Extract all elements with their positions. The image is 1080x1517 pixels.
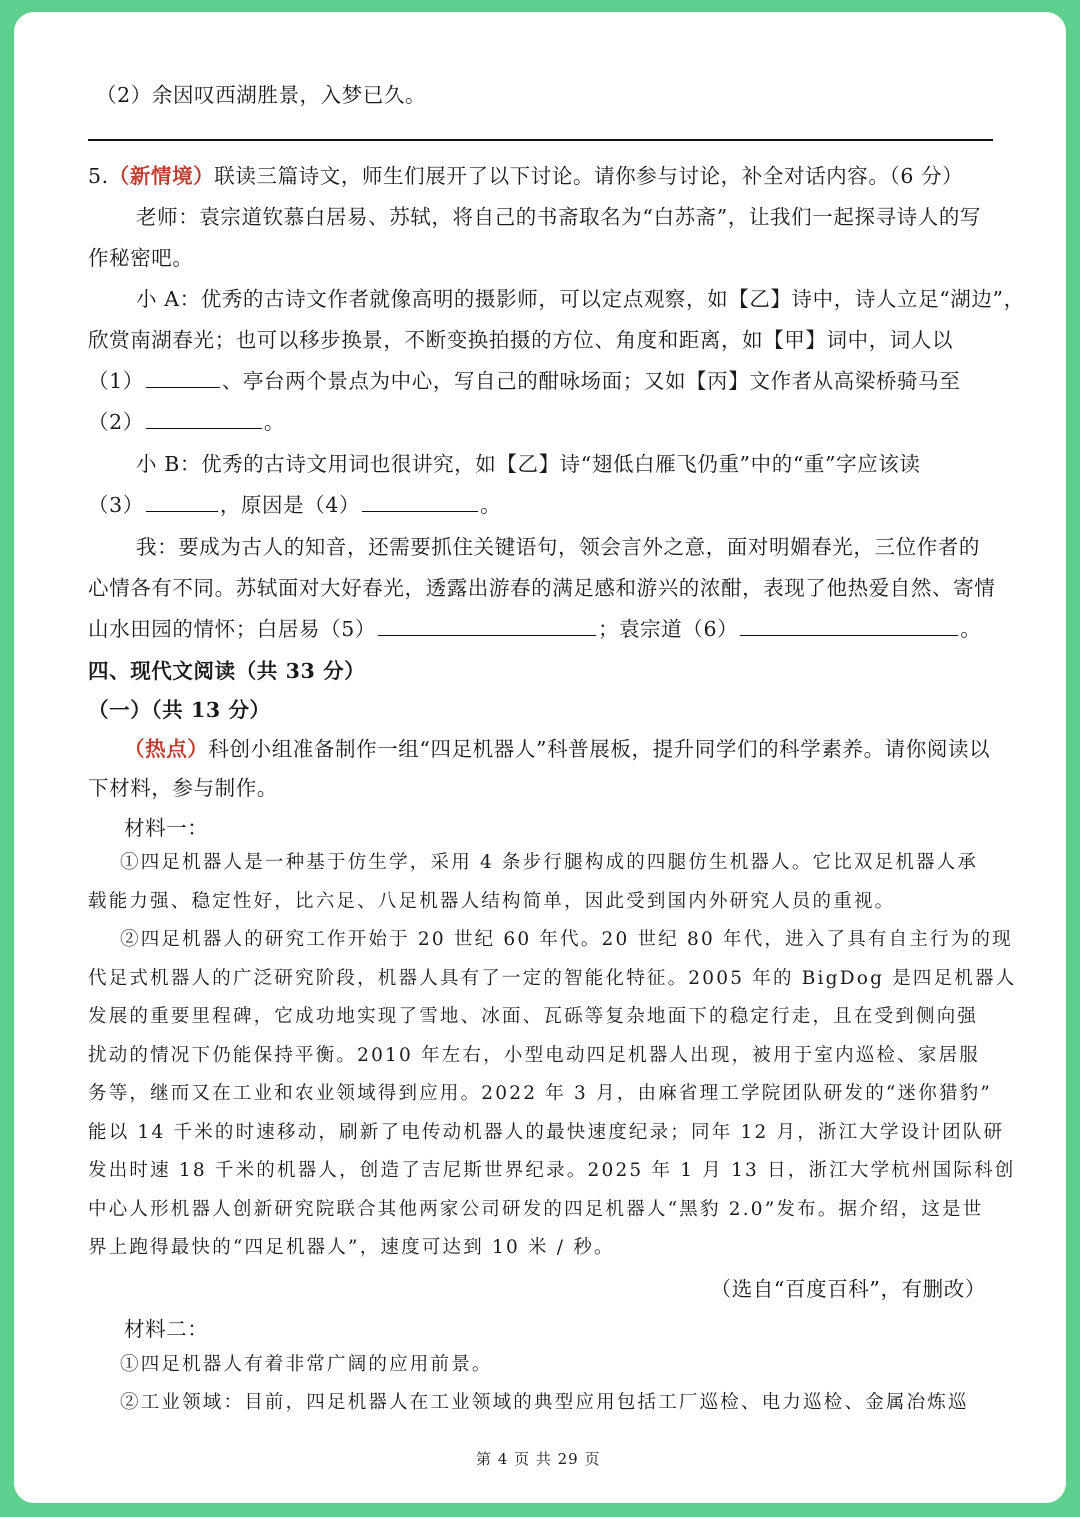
dialogue-me-cont: 心情各有不同。苏轼面对大好春光，透露出游春的满足感和游兴的浓酣，表现了他热爱自然、寄情 bbox=[88, 576, 996, 600]
answer-rule bbox=[88, 139, 993, 141]
question-5-header: 5.（新情境）联读三篇诗文，师生们展开了以下讨论。请你参与讨论，补全对话内容。（6 分） bbox=[88, 164, 964, 188]
material-2-p2: ②工业领域：目前，四足机器人在工业领域的典型应用包括工厂巡检、电力巡检、金属冶炼巡 bbox=[120, 1392, 969, 1413]
dialogue-student-a-cont: 欣赏南湖春光；也可以移步换景，不断变换拍摄的方位、角度和距离，如【甲】词中，词人以 bbox=[88, 328, 954, 352]
dialogue-teacher-cont: 作秘密吧。 bbox=[88, 246, 194, 270]
material-1-p2-l6: 能以 14 千米的时速移动，刷新了电传动机器人的最快速度纪录；同年 12 月，浙江大学设计团队研 bbox=[88, 1122, 1005, 1143]
document-page bbox=[14, 12, 1066, 1503]
dialogue-student-a-blank-2: （2） 。 bbox=[88, 405, 285, 435]
blank-5[interactable] bbox=[378, 615, 596, 637]
dialogue-me: 我：要成为古人的知音，还需要抓住关键语句，领会言外之意，面对明媚春光，三位作者的 bbox=[136, 535, 980, 559]
material-1-p1: ①四足机器人是一种基于仿生学，采用 4 条步行腿构成的四腿仿生机器人。它比双足机器人承 bbox=[120, 852, 979, 873]
blank-4[interactable] bbox=[362, 491, 478, 513]
material-1-p2: ②四足机器人的研究工作开始于 20 世纪 60 年代。20 世纪 80 年代，进入了具有自主行为的现 bbox=[120, 929, 1013, 950]
material-1-p2-l4: 扰动的情况下仍能保持平衡。2010 年左右，小型电动四足机器人出现，被用于室内巡检、家居服 bbox=[88, 1045, 980, 1066]
hotspot-intro: （热点）科创小组准备制作一组“四足机器人”科普展板，提升同学们的科学素养。请你阅读以 bbox=[124, 737, 991, 761]
material-2-p1: ①四足机器人有着非常广阔的应用前景。 bbox=[120, 1354, 493, 1375]
dialogue-student-a-blank-1: （1） 、亭台两个景点为中心，写自己的酣咏场面；又如【丙】文作者从高梁桥骑马至 bbox=[88, 364, 960, 394]
dialogue-student-a: 小 A：优秀的古诗文作者就像高明的摄影师，可以定点观察，如【乙】诗中，诗人立足“湖边”， bbox=[136, 287, 1025, 311]
material-1-label: 材料一： bbox=[124, 816, 209, 840]
source-citation: （选自“百度百科”，有删改） bbox=[710, 1277, 986, 1301]
hotspot-tag: （热点） bbox=[124, 737, 209, 761]
hotspot-intro-cont: 下材料，参与制作。 bbox=[88, 776, 278, 800]
material-1-p2-l9: 界上跑得最快的“四足机器人”，速度可达到 10 米 / 秒。 bbox=[88, 1237, 615, 1258]
material-1-p2-l5: 务等，继而又在工业和农业领域得到应用。2022 年 3 月，由麻省理工学院团队研发的“迷你猎豹” bbox=[88, 1083, 993, 1104]
material-1-p1-cont: 载能力强、稳定性好，比六足、八足机器人结构简单，因此受到国内外研究人员的重视。 bbox=[88, 891, 896, 912]
blank-2[interactable] bbox=[146, 408, 262, 430]
material-1-p2-l8: 中心人形机器人创新研究院联合其他两家公司研发的四足机器人“黑豹 2.0”发布。据介绍，这是世 bbox=[88, 1199, 984, 1220]
blank-6[interactable] bbox=[740, 615, 958, 637]
dialogue-student-b-blanks: （3） ，原因是（4） 。 bbox=[88, 488, 501, 518]
material-1-p2-l3: 发展的重要里程碑，它成功地实现了雪地、冰面、瓦砾等复杂地面下的稳定行走，且在受到侧向强 bbox=[88, 1006, 979, 1027]
dialogue-me-blanks: 山水田园的情怀；白居易（5） ；袁宗道（6） 。 bbox=[88, 612, 981, 642]
new-context-tag: （新情境） bbox=[108, 164, 215, 188]
dialogue-teacher: 老师：袁宗道钦慕白居易、苏轼，将自己的书斋取名为“白苏斋”，让我们一起探寻诗人的写 bbox=[136, 205, 982, 229]
section-4-heading: 四、现代文阅读（共 33 分） bbox=[88, 659, 366, 683]
material-1-p2-l7: 发出时速 18 千米的机器人，创造了吉尼斯世界纪录。2025 年 1 月 13 日，浙江大学杭州国际科创 bbox=[88, 1160, 1016, 1181]
blank-3[interactable] bbox=[146, 491, 218, 513]
answer-line-2: （2）余因叹西湖胜景，入梦已久。 bbox=[96, 83, 427, 107]
dialogue-student-b: 小 B：优秀的古诗文用词也很讲究，如【乙】诗“翅低白雁飞仍重”中的“重”字应该读 bbox=[136, 452, 921, 476]
material-1-p2-l2: 代足式机器人的广泛研究阶段，机器人具有了一定的智能化特征。2005 年的 BigDog 是四足机器人 bbox=[88, 968, 1017, 989]
page-number: 第 4 页 共 29 页 bbox=[476, 1450, 601, 1468]
section-4-1-heading: （一）（共 13 分） bbox=[88, 698, 271, 722]
blank-1[interactable] bbox=[146, 367, 220, 389]
material-2-label: 材料二： bbox=[124, 1317, 209, 1341]
